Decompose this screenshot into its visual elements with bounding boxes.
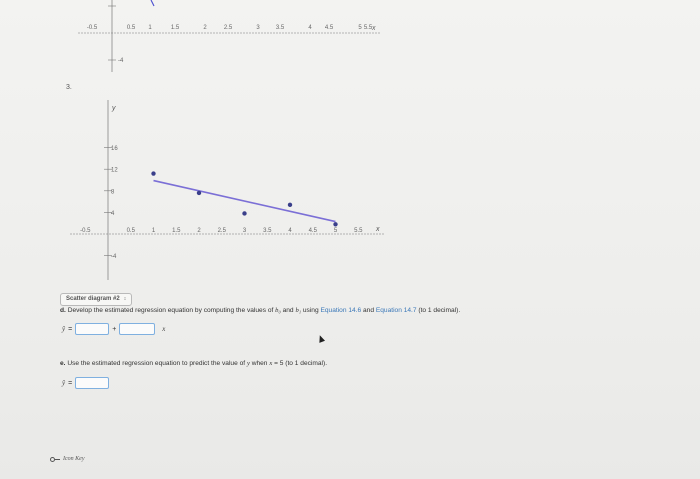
b1-input[interactable] [119,323,155,335]
x-tick-label: 3.5 [263,228,272,234]
part-e-text-3: = 5 (to 1 decimal). [272,360,328,367]
b0-input[interactable] [75,323,109,335]
top-axis-tick-label: 4.5 [324,25,334,31]
regression-equation-row [62,322,165,336]
b1-symbol: b₁ [295,307,302,314]
prediction-input[interactable] [75,377,109,389]
top-axis-fragment [0,0,700,80]
prediction-row [62,376,109,390]
scatter-point [333,222,337,226]
top-axis-tick-label: 2.5 [223,25,233,31]
part-d-text-1: Develop the estimated regression equation by computing the values of [65,307,276,314]
equation-14-6-link[interactable]: Equation 14.6 [320,307,362,314]
part-d-text-3: (to 1 decimal). [416,307,461,314]
b0-symbol: b₀ [275,307,281,314]
x-tick-label: 3 [242,228,247,234]
scatter-point [151,171,155,175]
top-axis-tick-label: 1.5 [170,25,180,31]
icon-key-button[interactable] [50,456,85,462]
y-hat-symbol: ŷ [62,325,66,333]
top-axis-arrow-mark [151,0,154,6]
y-tick-label: -4 [111,254,117,261]
x-tick-label: 2.5 [217,228,226,234]
x-tick-label: 0.5 [126,228,135,234]
x-axis-label: x [376,226,380,233]
part-d-letter: d. [60,307,66,314]
plus-sign: + [112,325,117,333]
top-axis-tick-label: 3 [256,25,260,31]
equals-sign: = [68,325,73,333]
top-axis-y-tick-label: -4 [118,58,124,64]
scatter-diagram-select-label: Scatter diagram #2 [66,296,120,302]
part-e-text-1: Use the estimated regression equation to predict the value of [65,360,247,367]
x-tick-label: 1 [151,228,156,234]
part-e-text-2: when [249,360,270,367]
scatter-point [197,191,201,195]
scatter-ticks [80,105,380,260]
scatter-marks [151,171,337,226]
part-e-letter: e. [60,360,66,367]
part-d-and: and [280,307,296,314]
y-tick-label: 4 [111,210,115,217]
top-axis-tick-label: 2 [203,25,207,31]
part-d-instruction [60,307,460,314]
equation-14-7-link[interactable]: Equation 14.7 [375,307,417,314]
x-variable: x [162,325,166,333]
x-tick-label: -0.5 [80,228,91,234]
x-tick-label: 2 [197,228,201,234]
x-tick-label: 4.5 [308,228,317,234]
top-axis-tick-label: 5.5 [363,25,373,31]
equals-sign-e: = [68,379,73,387]
scatter-chart [0,90,700,290]
x-variable-e: x [269,360,273,367]
y-hat-symbol-e: ŷ [62,379,66,387]
x-tick-label: 5.5 [354,228,363,234]
icon-key-label: Icon Key [63,456,85,462]
scatter-point [242,211,246,215]
key-icon [50,457,60,462]
scatter-diagram-select[interactable] [60,293,132,306]
y-tick-label: 16 [111,146,118,153]
scatter-axes [70,100,384,280]
top-axis-x-label: x [372,25,376,32]
x-tick-label: 5 [333,228,338,234]
top-axis-tick-label: 1 [148,25,152,31]
top-axis-tick-label: -0.5 [86,25,98,31]
top-axis-ticks [87,25,373,31]
y-tick-label: 8 [111,189,115,196]
top-axis-tick-label: 5 [358,25,362,31]
top-axis-tick-label: 4 [308,25,312,31]
top-axis-tick-label: 0.5 [126,25,136,31]
part-d-and-2: and [361,307,376,314]
x-tick-label: 1.5 [172,228,181,234]
part-d-text-2: using [301,307,321,314]
y-variable: y [246,360,250,367]
problem-number: 3. [66,84,72,91]
y-axis-label: y [112,105,116,112]
top-axis-tick-label: 3.5 [275,25,285,31]
y-tick-label: 12 [111,167,118,174]
chevron-updown-icon: ↕ [123,296,127,302]
part-e-instruction [60,360,327,367]
scatter-point [288,203,292,207]
x-tick-label: 4 [288,228,292,234]
